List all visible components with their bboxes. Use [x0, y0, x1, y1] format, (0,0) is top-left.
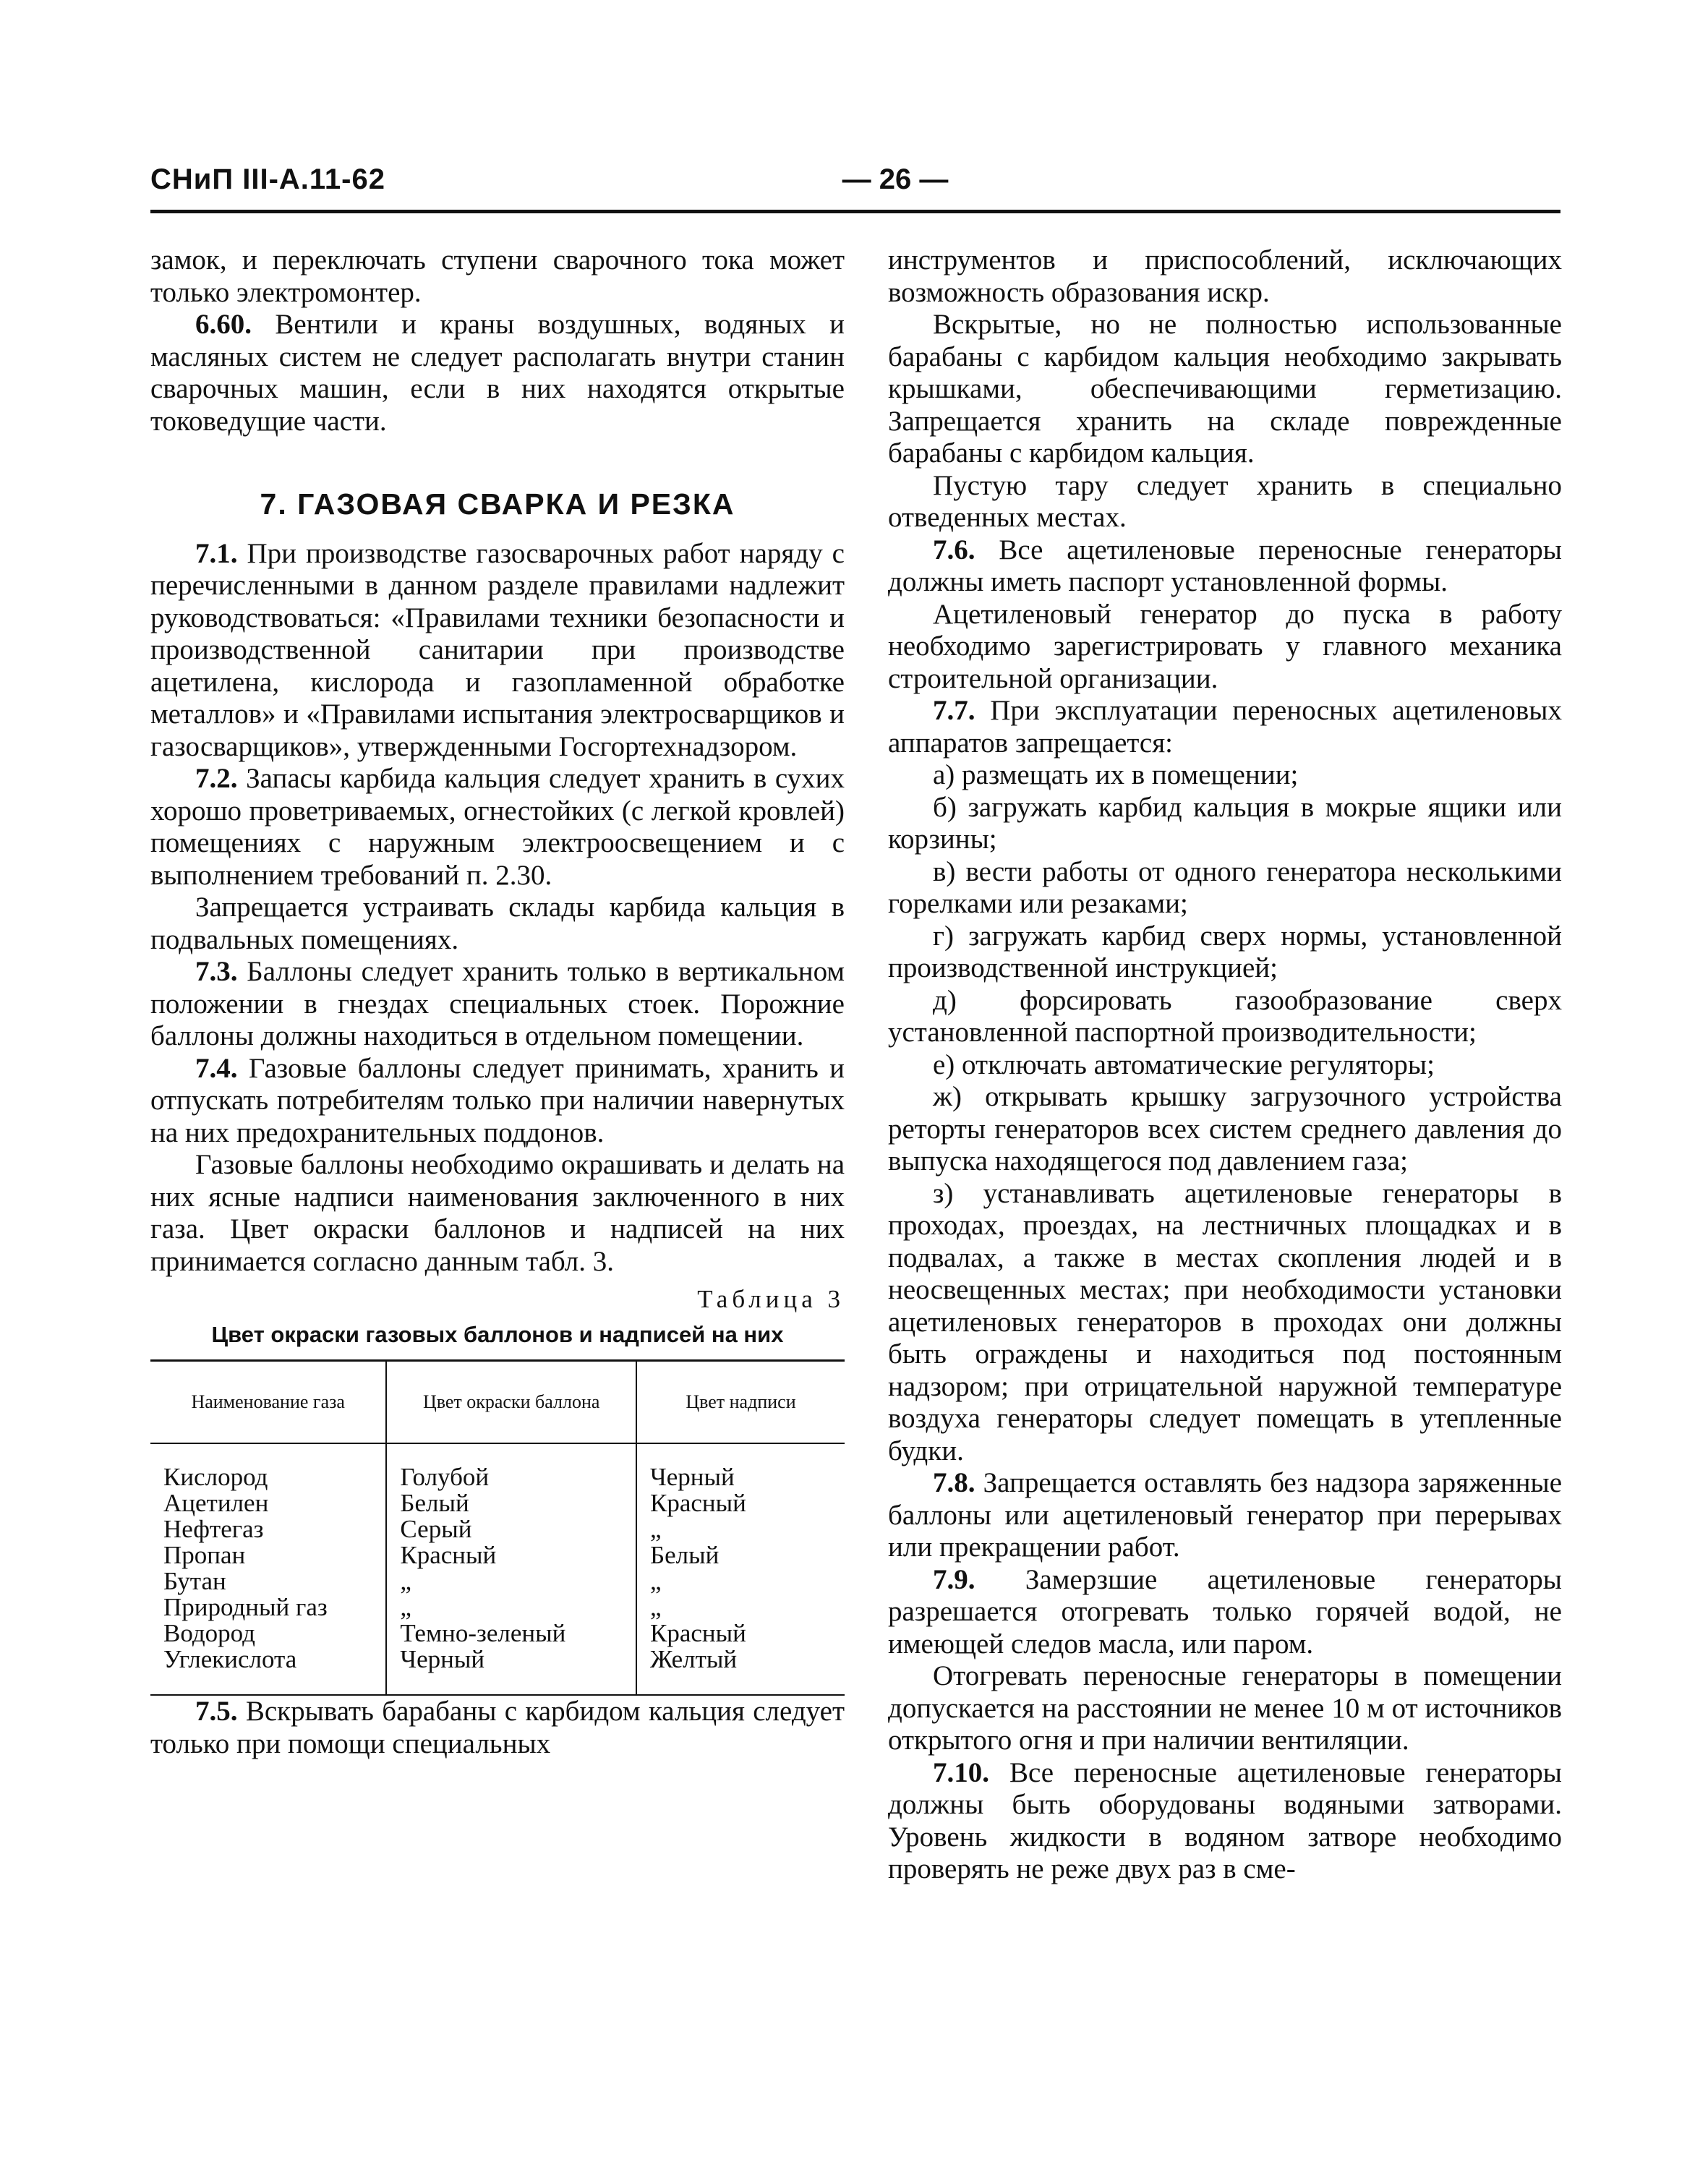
paragraph-7-4 [150, 1053, 845, 1150]
list-item: ж) открывать крышку загрузочного устройства реторты генераторов всех систем среднего давления до выпуска находящегося под давлением газа; [888, 1081, 1562, 1176]
cylinder-color-cell [386, 1443, 636, 1695]
header-rule [150, 210, 1560, 213]
list-item: е) отключать автоматические регуляторы; [933, 1049, 1435, 1080]
table-cell: Серый [400, 1515, 472, 1543]
table-cell: Темно-зеленый [400, 1619, 566, 1647]
table-cell: Природный газ [163, 1593, 328, 1621]
table-cell: „ [400, 1567, 411, 1595]
paragraph: Ацетиленовый генератор до пуска в работу необходимо зарегистрировать у главного механика строительной организации. [888, 598, 1562, 694]
table-caption: Цвет окраски газовых баллонов и надписей на них [211, 1321, 784, 1347]
table-cell: Черный [400, 1645, 485, 1673]
paragraph-7-10 [888, 1757, 1562, 1886]
table-cell: Желтый [649, 1645, 738, 1673]
table-cell: „ [649, 1593, 662, 1621]
list-item: в) вести работы от одного генератора несколькими горелками или резаками; [888, 855, 1562, 919]
table-cell: „ [649, 1515, 662, 1543]
table-cell: Голубой [400, 1463, 490, 1491]
paragraph: Вскрытые, но не полностью использованные барабаны с карбидом кальция необходимо закрывать крышками, обеспечивающими герметизацию. Запрещается хранить на складе поврежденные барабаны с карбидом кальция. [888, 309, 1562, 469]
table-cell: Ацетилен [163, 1489, 269, 1517]
clause-text: Все ацетиленовые переносные генераторы должны иметь паспорт установленной формы. [888, 534, 1562, 597]
table-cell: Красный [400, 1541, 497, 1569]
clause-number: 7.9. [933, 1563, 975, 1595]
clause-number: 7.5. [195, 1696, 238, 1727]
list-item: з) устанавливать ацетиленовые генераторы в проходах, проездах, на лестничных площадках и в подвалах, а также в местах скопления людей и в неосвещенных местах; при необходимости установки ацетиленовых генераторов в проходах они должны быть ограждены и находиться под постоянным надзором; при отрицательной наружной температуре воздуха генераторы следует помещать в утепленные будки. [888, 1177, 1562, 1466]
clause-number: 6.60. [195, 309, 252, 340]
paragraph-7-7 [888, 695, 1562, 759]
paragraph: Пустую тару следует хранить в специально отведенных местах. [888, 469, 1562, 533]
table-cell: Бутан [163, 1567, 226, 1595]
table-cell: Черный [649, 1463, 735, 1491]
table-cell: Кислород [163, 1463, 268, 1491]
clause-number: 7.7. [933, 695, 975, 726]
clause-text: Все переносные ацетиленовые генераторы должны быть оборудованы водяными затворами. Уровень жидкости в водяном затворе необходимо проверять не реже двух раз в сме- [888, 1756, 1562, 1884]
clause-text: Замерзшие ацетиленовые генераторы разрешается отогревать только горячей водой, не имеющей следов масла, или паром. [888, 1563, 1562, 1660]
list-item: а) размещать их в помещении; [933, 759, 1299, 790]
table-cell: „ [400, 1593, 411, 1621]
table-cell: Белый [400, 1489, 469, 1517]
table-header-row [150, 1361, 845, 1444]
paragraph: замок, и переключать ступени сварочного тока может только электромонтер. [150, 244, 845, 308]
clause-number: 7.8. [933, 1467, 975, 1498]
page-number: — 26 — [842, 163, 949, 195]
clause-number: 7.1. [195, 537, 238, 569]
table-body-row [150, 1443, 845, 1695]
table-cell: Красный [649, 1489, 746, 1517]
paragraph-7-5 [150, 1696, 845, 1760]
clause-text: При эксплуатации переносных ацетиленовых аппаратов запрещается: [888, 695, 1562, 759]
column-header-cylinder-color: Цвет окраски баллона [386, 1361, 636, 1444]
paragraph-7-6 [888, 534, 1562, 599]
paragraph-7-1 [150, 538, 845, 764]
paragraph-7-2 [150, 763, 845, 892]
clause-text: При производстве газосварочных работ наряду с перечисленными в данном разделе правилами надлежит руководствоваться: «Правилами техники безопасности и производственной санитарии при производстве ацетилена, кислорода и газопламенной обработке металлов» и «Правилами испытания электросварщиков и газосварщиков», утвержденными Госгортехнадзором. [150, 537, 845, 762]
right-column [888, 244, 1562, 1886]
paragraph-7-3 [150, 956, 845, 1053]
list-item: д) форсировать газообразование сверх установленной паспортной производительности; [888, 984, 1562, 1048]
clause-number: 7.3. [195, 956, 238, 987]
paragraph: Отогревать переносные генераторы в помещении допускается на расстоянии не менее 10 м от источников открытого огня и при наличии вентиляции. [888, 1660, 1562, 1756]
table-cell: „ [649, 1567, 662, 1595]
column-header-gas: Наименование газа [150, 1361, 386, 1444]
page-header [150, 163, 1560, 214]
clause-text: Вскрывать барабаны с карбидом кальция следует только при помощи специальных [150, 1696, 845, 1759]
clause-text: Баллоны следует хранить только в вертикальном положении в гнездах специальных стоек. Порожние баллоны должны находиться в отдельном помещении. [150, 956, 845, 1051]
clause-text: Газовые баллоны следует принимать, хранить и отпускать потребителям только при наличии навернутых на них предохранительных поддонов. [150, 1052, 845, 1148]
document-code: СНиП III-А.11-62 [150, 163, 385, 195]
table-cell: Водород [163, 1619, 255, 1647]
clause-text: Запрещается оставлять без надзора заряженные баллоны или ацетиленовый генератор при перерывах или прекращении работ. [888, 1467, 1563, 1563]
clause-number: 7.10. [933, 1756, 989, 1788]
list-item: г) загружать карбид сверх нормы, установленной производственной инструкцией; [888, 920, 1562, 983]
paragraph: инструментов и приспособлений, исключающих возможность образования искр. [888, 244, 1562, 308]
left-column [150, 244, 845, 1760]
list-item: б) загружать карбид кальция в мокрые ящики или корзины; [888, 791, 1562, 855]
column-header-label-color: Цвет надписи [636, 1361, 845, 1444]
section-title: 7. ГАЗОВАЯ СВАРКА И РЕЗКА [260, 487, 735, 521]
gas-color-table [150, 1359, 845, 1696]
table-cell: Красный [649, 1619, 746, 1647]
paragraph: Запрещается устраивать склады карбида кальция в подвальных помещениях. [150, 892, 845, 955]
clause-number: 7.6. [933, 534, 975, 565]
clause-text: Запасы карбида кальция следует хранить в сухих хорошо проветриваемых, огнестойких (с легкой кровлей) помещениях с наружным электроосвещением и с выполнением требований п. 2.30. [150, 763, 845, 891]
table-cell: Углекислота [163, 1645, 297, 1673]
table-label: Таблица 3 [697, 1285, 845, 1313]
label-color-cell [636, 1443, 845, 1695]
paragraph-7-8 [888, 1467, 1562, 1564]
clause-text: Вентили и краны воздушных, водяных и масляных систем не следует располагать внутри станин сварочных машин, если в них находятся открытые токоведущие части. [150, 309, 845, 437]
paragraph: Газовые баллоны необходимо окрашивать и делать на них ясные надписи наименования заключенного в них газа. Цвет окраски баллонов и надписей на них принимается согласно данным табл. 3. [150, 1149, 845, 1277]
paragraph-6-60 [150, 309, 845, 437]
clause-number: 7.4. [195, 1052, 238, 1084]
table-cell: Белый [649, 1541, 720, 1569]
clause-number: 7.2. [195, 763, 238, 794]
table-cell: Пропан [163, 1541, 246, 1569]
table-cell: Нефтегаз [163, 1515, 264, 1543]
paragraph-7-9 [888, 1564, 1562, 1661]
gas-name-cell [150, 1443, 386, 1695]
